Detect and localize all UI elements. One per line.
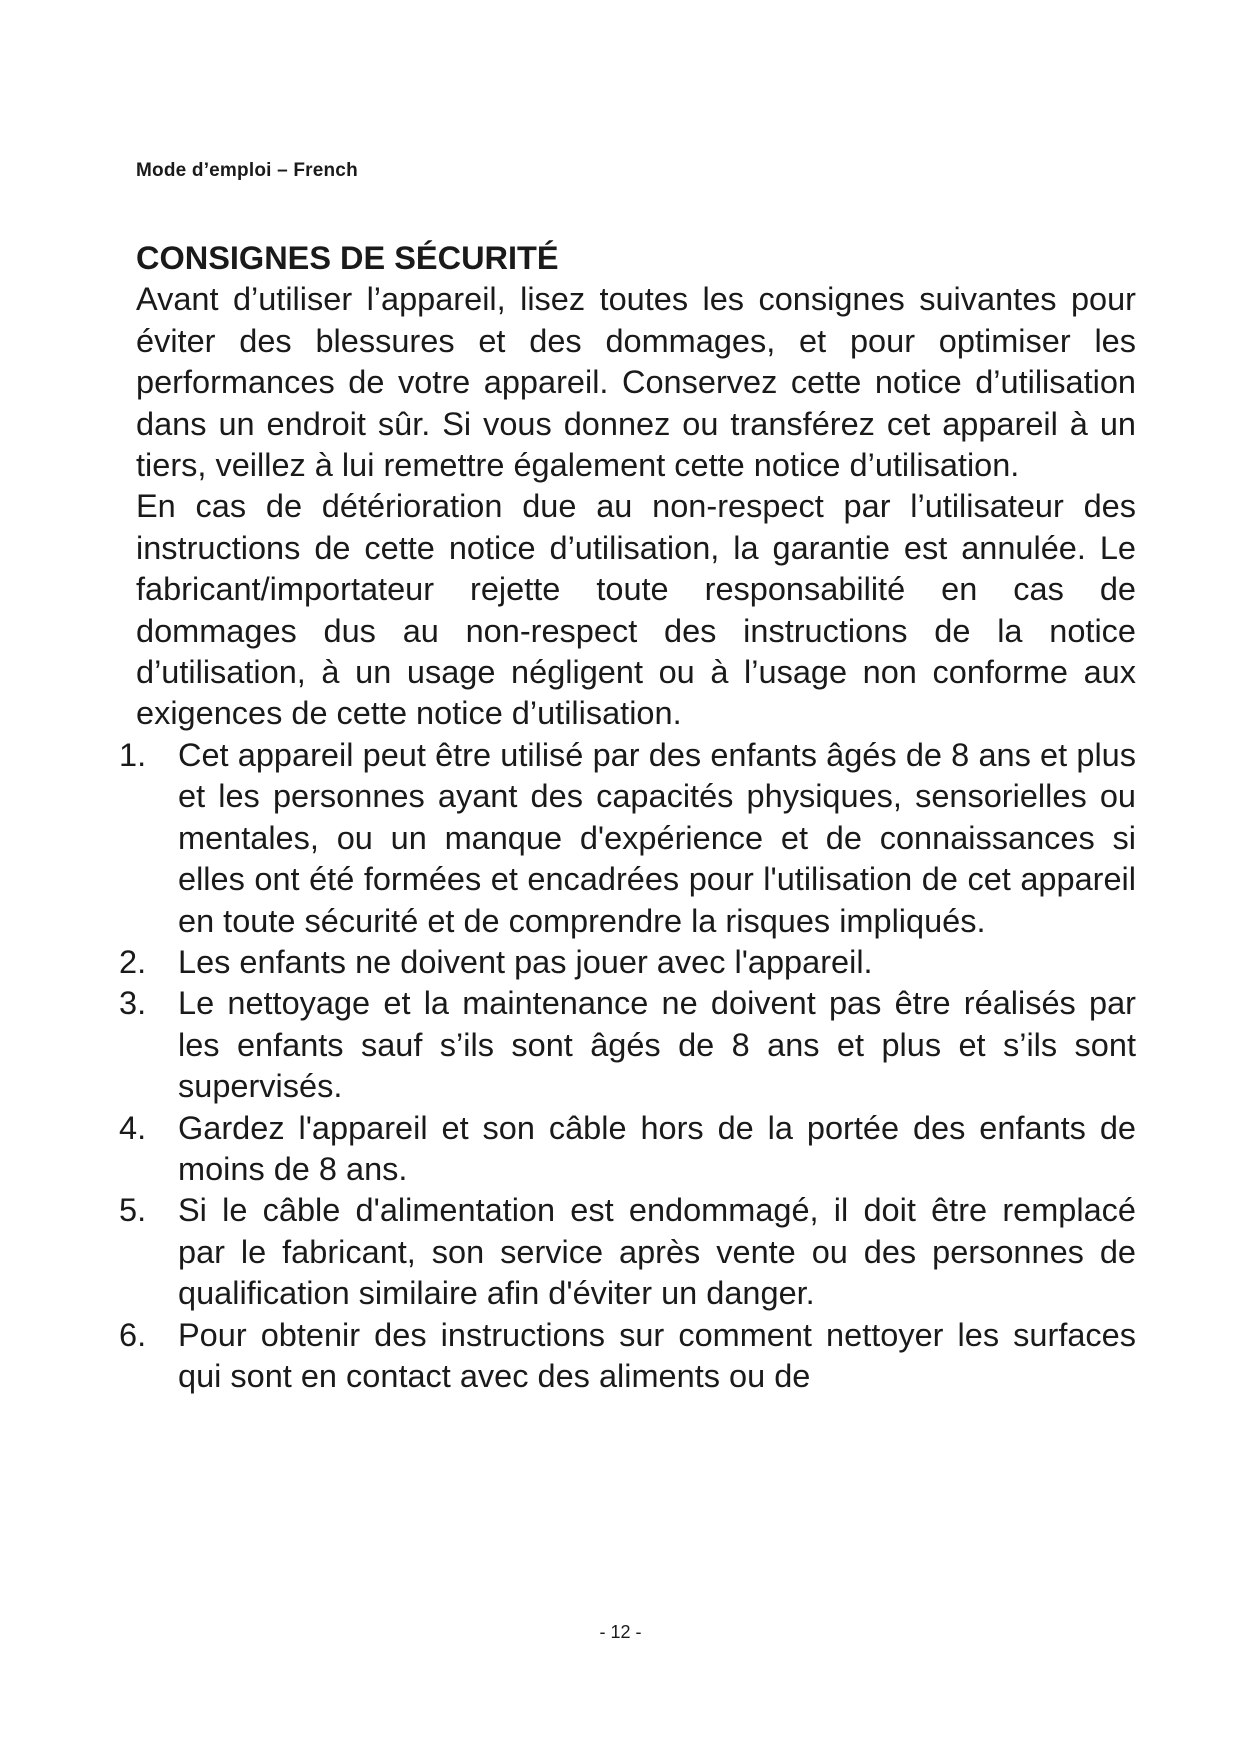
list-item (119, 983, 1136, 1107)
list-item (119, 942, 1136, 983)
list-item (119, 735, 1136, 942)
page-header: Mode d’emploi – French (136, 160, 358, 181)
list-item-number: 4. (119, 1109, 147, 1146)
list-item-text: Cet appareil peut être utilisé par des enfants âgés de 8 ans et plus et les personnes ayant des capacités physiques, sensorielles ou mentales, ou un manque d'expérience et de connaissances si elles ont été formées et encadrées pour l'utilisation de cet appareil en toute sécurité et de comprendre la risques impliqués. (178, 736, 1136, 939)
list-item-text: Gardez l'appareil et son câble hors de la portée des enfants de moins de 8 ans. (178, 1109, 1136, 1187)
list-item-number: 6. (119, 1316, 147, 1353)
page-number: - 12 - (599, 1622, 642, 1642)
list-item-number: 3. (119, 985, 147, 1022)
list-item-number: 5. (119, 1192, 147, 1229)
list-item-number: 2. (119, 943, 147, 980)
list-item-text: Si le câble d'alimentation est endommagé, il doit être remplacé par le fabricant, son service après vente ou des personnes de qualification similaire afin d'éviter un danger. (178, 1192, 1136, 1312)
intro-paragraph: Avant d’utiliser l’appareil, lisez toutes les consignes suivantes pour éviter des blessures et des dommages, et pour optimiser les performances de votre appareil. Conservez cette notice d’utilisation dans un endroit sûr. Si vous donnez ou transférez cet appareil à un tiers, veillez à lui remettre également cette notice d’utilisation. (136, 281, 1136, 484)
list-item-number: 1. (119, 736, 147, 773)
list-item (119, 1190, 1136, 1314)
list-item-text: Le nettoyage et la maintenance ne doivent pas être réalisés par les enfants sauf s’ils sont âgés de 8 ans et plus et s’ils sont supervisés. (178, 985, 1136, 1105)
list-item-text: Pour obtenir des instructions sur comment nettoyer les surfaces qui sont en contact avec des aliments ou de (178, 1316, 1136, 1394)
list-item-text: Les enfants ne doivent pas jouer avec l'appareil. (178, 943, 873, 980)
section-title: CONSIGNES DE SÉCURITÉ (136, 240, 559, 276)
list-item (119, 1108, 1136, 1191)
list-item (119, 1315, 1136, 1398)
warranty-paragraph: En cas de détérioration due au non-respect par l’utilisateur des instructions de cette notice d’utilisation, la garantie est annulée. Le fabricant/importateur rejette toute responsabilité en cas de dommages dus au non-respect des instructions de la notice d’utilisation, à un usage négligent ou à l’usage non conforme aux exigences de cette notice d’utilisation. (136, 488, 1136, 732)
safety-list (119, 735, 1136, 1398)
main-content (119, 238, 1136, 1397)
